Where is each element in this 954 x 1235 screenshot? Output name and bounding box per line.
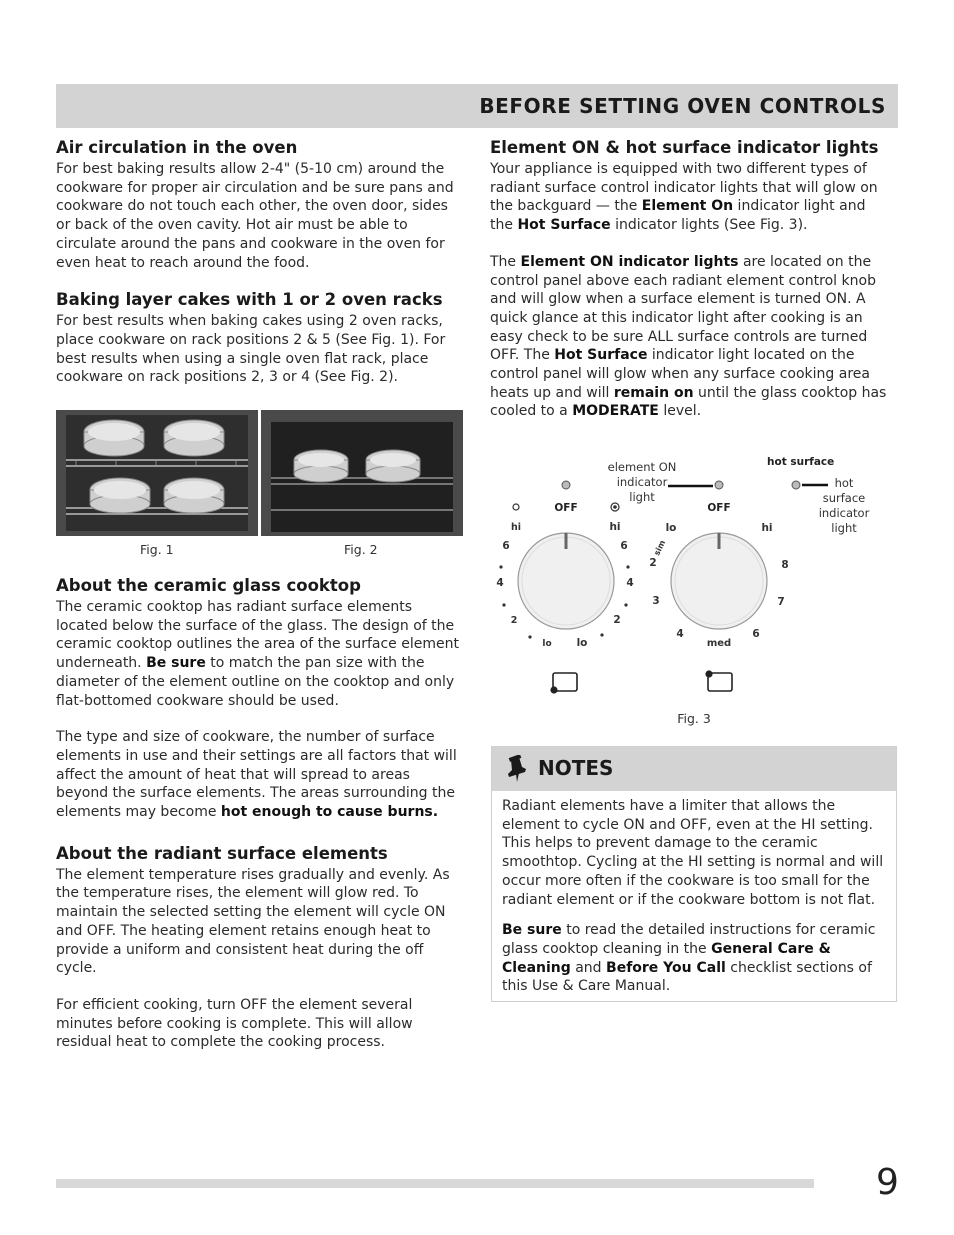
svg-text:lo: lo (576, 637, 588, 650)
indicator-text-2 (490, 253, 890, 421)
svg-text:2: 2 (613, 614, 621, 627)
indicator-text-2-bold-b: Hot Surface (554, 347, 648, 364)
indicator-text-1-bold-a: Element On (641, 198, 734, 215)
header-bar (56, 84, 898, 128)
fig2-photo (261, 410, 463, 536)
ceramic-text-1 (56, 598, 464, 710)
indicator-text-2a: The (490, 253, 521, 270)
page-number: 9 (876, 1162, 899, 1203)
notes-text-2b: and (570, 959, 607, 976)
label-element-on-3: light (629, 490, 655, 505)
radiant-text-1: The element temperature rises gradually and evenly. As the temperature rises, the element will glow red. To maintain the selected setting the element will cycle ON and OFF. The heating element retains enough heat to provide a uniform and consistent heat during the off cycle. (56, 866, 450, 977)
label-hot-4: light (831, 521, 857, 536)
page-title: BEFORE SETTING OVEN CONTROLS (479, 94, 886, 118)
label-hot-2: surface (822, 491, 866, 506)
svg-text:6: 6 (502, 540, 510, 553)
notes-text-2-bold-a: Be sure (502, 922, 562, 939)
svg-text:4: 4 (626, 577, 634, 590)
notes-text-2c: checklist sections of this Use & Care Manual. (502, 959, 872, 995)
indicator-light-2 (715, 481, 723, 489)
radiant-section (56, 844, 464, 1052)
svg-text:7: 7 (777, 596, 785, 609)
label-hot-1: hot (834, 476, 854, 491)
right-column (490, 138, 890, 729)
svg-text:OFF: OFF (554, 502, 578, 515)
fig1-image (56, 410, 258, 536)
svg-text:6: 6 (752, 628, 760, 641)
svg-text:lo: lo (542, 639, 552, 650)
svg-text:6: 6 (620, 540, 628, 553)
ceramic-text-1a: The ceramic cooktop has radiant surface elements located below the surface of the glass. The design of the ceramic cooktop outlines the area of the surface element underneath. (56, 599, 459, 672)
knob-2 (649, 502, 788, 649)
ceramic-text-1b: to match the pan size with the diameter of the element outline on the cooktop and only flat-bottomed cookware should be used. (56, 655, 455, 709)
notes-text-2-bold-b: General Care & Cleaning (502, 940, 831, 976)
indicator-text-1-bold-b: Hot Surface (517, 217, 611, 234)
hot-surface-light (792, 481, 800, 489)
ceramic-text-2 (56, 728, 464, 822)
svg-text:OFF: OFF (707, 502, 731, 515)
radiant-heading: About the radiant surface elements (56, 843, 388, 863)
indicator-text-2e: level. (658, 403, 702, 420)
notes-box (491, 746, 897, 1002)
ceramic-text-1-bold: Be sure (146, 655, 206, 672)
footer-bar (56, 1179, 814, 1188)
pushpin-icon (504, 755, 530, 783)
control-panel-diagram (490, 439, 898, 729)
baking-section (56, 290, 464, 387)
notes-body (492, 791, 896, 996)
label-element-on-1: element ON (607, 460, 677, 475)
svg-text:sim: sim (652, 539, 668, 558)
air-circulation-text: For best baking results allow 2-4" (5-10 cm) around the cookware for proper air circulation and be sure pans and cookware do not touch each other, the oven door, sides or back of the oven cavity. Hot air must be able to circulate around the pans and cookware in the oven for even heat to reach around the food. (56, 161, 454, 271)
notes-header (492, 747, 896, 791)
label-hot-3: indicator (818, 506, 870, 521)
indicator-text-1c: indicator lights (See Fig. 3). (610, 217, 808, 234)
label-hot-surface: hot surface (767, 456, 835, 469)
svg-text:2: 2 (510, 615, 518, 627)
photo-captions (56, 536, 464, 566)
svg-text:4: 4 (676, 628, 684, 641)
indicator-text-2c: indicator light located on the control panel will glow when any surface cooking area heats up and will (490, 347, 870, 401)
fig1-photo (56, 410, 258, 536)
indicator-text-2-bold-a: Element ON indicator lights (520, 253, 739, 270)
indicator-light-1 (562, 481, 570, 489)
indicator-text-1 (490, 160, 890, 235)
svg-text:8: 8 (781, 559, 789, 572)
indicator-text-2b: are located on the control panel above each radiant element control knob and will glow when a surface element is turned ON. A quick glance at this indicator light after cooking is an easy check to be sure ALL surface controls are turned OFF. The (490, 253, 876, 364)
ceramic-heading: About the ceramic glass cooktop (56, 576, 361, 596)
fig3-diagram (490, 439, 898, 729)
ceramic-section (56, 576, 464, 822)
fig2-caption: Fig. 2 (344, 542, 378, 558)
fig3-caption: Fig. 3 (677, 711, 711, 727)
label-element-on-2: indicator (616, 475, 668, 490)
left-column (56, 138, 464, 1052)
svg-text:lo: lo (665, 522, 677, 535)
indicator-text-2d: until the glass cooktop has cooled to a (490, 384, 887, 420)
indicator-text-2-bold-c: remain on (613, 384, 694, 401)
svg-text:hi: hi (510, 522, 522, 534)
notes-text-2a: to read the detailed instructions for ceramic glass cooktop cleaning in the (502, 922, 876, 957)
fig2-image (261, 410, 463, 536)
element-location-symbol-2 (705, 671, 732, 692)
indicator-text-1a: Your appliance is equipped with two different types of radiant surface control indicator lights that will glow on the backguard — the (490, 161, 878, 215)
element-location-symbol-1 (550, 673, 577, 694)
air-circulation-heading: Air circulation in the oven (56, 138, 298, 157)
ceramic-text-2-bold: hot enough to cause burns. (220, 804, 439, 821)
indicator-lights-heading: Element ON & hot surface indicator lights (490, 138, 879, 157)
svg-text:med: med (706, 638, 732, 650)
svg-text:4: 4 (496, 577, 504, 590)
baking-heading: Baking layer cakes with 1 or 2 oven racks (56, 290, 443, 310)
svg-text:3: 3 (652, 595, 660, 608)
notes-text-1: Radiant elements have a limiter that allows the element to cycle ON and OFF, even at the HI setting. This helps to prevent damage to the ceramic smoothtop. Cycling at the HI setting is normal and will occur more often if the cookware is too small for the radiant element or if the cookware bottom is not flat. (502, 798, 884, 908)
svg-text:hi: hi (609, 521, 621, 534)
notes-title: NOTES (538, 756, 614, 780)
notes-text-2 (502, 921, 886, 996)
svg-text:2: 2 (649, 557, 657, 570)
oven-photos (56, 410, 464, 536)
fig1-caption: Fig. 1 (140, 542, 174, 558)
radiant-text-2: For efficient cooking, turn OFF the element several minutes before cooking is complete. This will allow residual heat to complete the cooking process. (56, 996, 413, 1051)
svg-text:hi: hi (761, 522, 773, 535)
baking-text: For best results when baking cakes using 2 oven racks, place cookware on rack positions 2 & 5 (See Fig. 1). For best results when using a single oven flat rack, place cookware on rack positions 2, 3 or 4 (See Fig. 2). (56, 313, 446, 386)
indicator-text-2-bold-d: MODERATE (572, 403, 659, 420)
knob-1 (496, 502, 633, 649)
notes-text-2-bold-c: Before You Call (606, 959, 726, 976)
indicator-text-1b: indicator light and the (490, 198, 866, 234)
dual-element-symbol-small (513, 504, 519, 510)
ceramic-text-2a: The type and size of cookware, the number of surface elements in use and their settings are all factors that will affect the amount of heat that will spread to areas beyond the surface elements. The areas surrounding the elements may become (56, 729, 457, 821)
air-circulation-section (56, 138, 464, 272)
